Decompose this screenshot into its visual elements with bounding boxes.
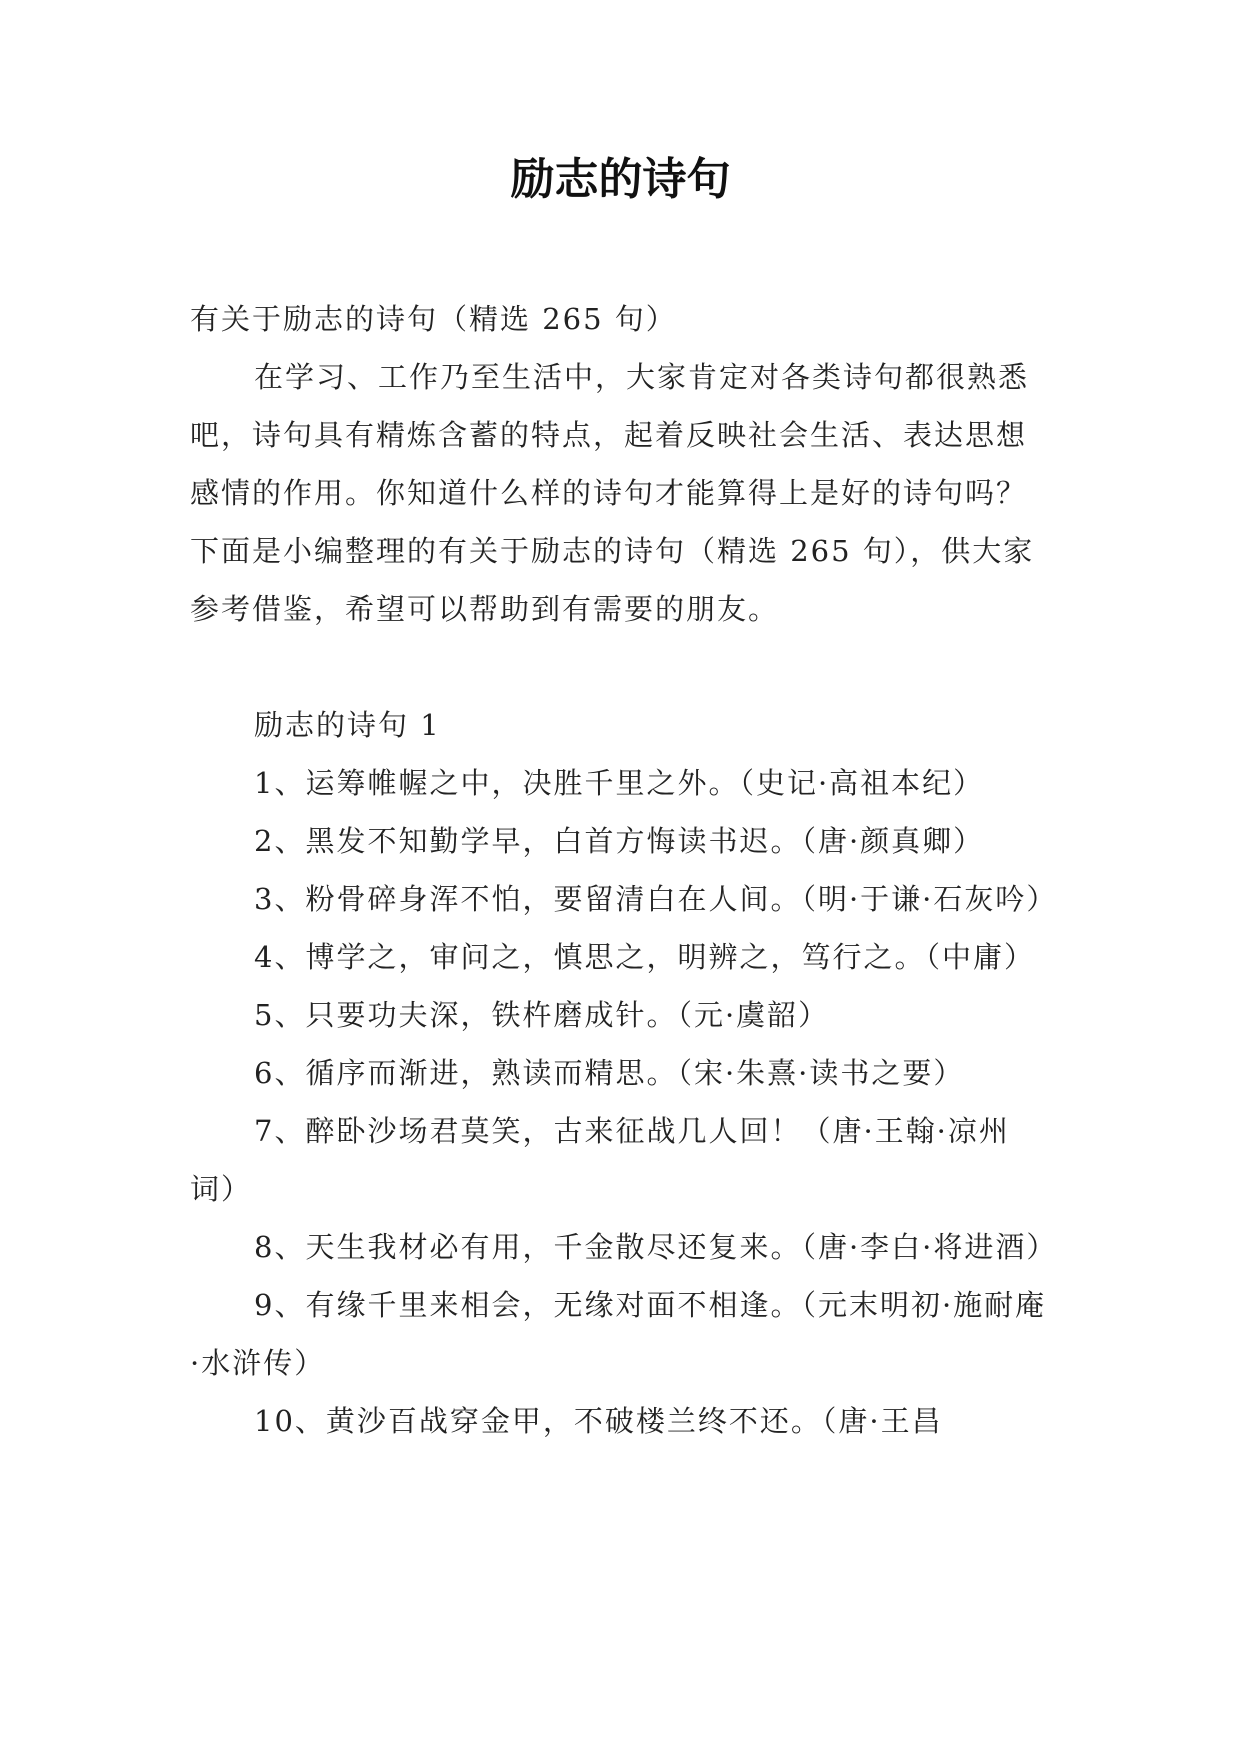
poem-line-3: 3、粉骨碎身浑不怕，要留清白在人间。（明·于谦·石灰吟） (254, 882, 1058, 916)
poem-line-8: 8、天生我材必有用，千金散尽还复来。（唐·李白·将进酒） (254, 1230, 1058, 1264)
poem-line-2: 2、黑发不知勤学早，白首方悔读书迟。（唐·颜真卿） (254, 824, 985, 858)
paragraph-gap (190, 638, 1050, 696)
section-heading: 励志的诗句 1 (254, 708, 441, 742)
poem-line-9: 9、有缘千里来相会，无缘对面不相逢。（元末明初·施耐庵·水浒传） (190, 1288, 1047, 1380)
document-title: 励志的诗句 (510, 154, 731, 205)
poem-line-6: 6、循序而渐进，熟读而精思。（宋·朱熹·读书之要） (254, 1056, 965, 1090)
poem-line-4: 4、博学之，审问之，慎思之，明辨之，笃行之。（中庸） (254, 940, 1035, 974)
poem-line-7: 7、醉卧沙场君莫笑，古来征战几人回！（唐·王翰·凉州词） (190, 1114, 1010, 1206)
poem-line-1: 1、运筹帷幄之中，决胜千里之外。（史记·高祖本纪） (254, 766, 985, 800)
subtitle: 有关于励志的诗句（精选 265 句） (190, 302, 677, 336)
intro-paragraph: 在学习、工作乃至生活中，大家肯定对各类诗句都很熟悉吧，诗句具有精炼含蓄的特点，起着反映社会生活、表达思想感情的作用。你知道什么样的诗句才能算得上是好的诗句吗？下面是小编整理的有关于励志的诗句（精选 265 句），供大家参考借鉴，希望可以帮助到有需要的朋友。 (190, 360, 1035, 626)
document-body (190, 290, 1058, 1450)
poem-line-10: 10、黄沙百战穿金甲，不破楼兰终不还。（唐·王昌 (254, 1404, 943, 1438)
poem-line-5: 5、只要功夫深，铁杵磨成针。（元·虞韶） (254, 998, 830, 1032)
